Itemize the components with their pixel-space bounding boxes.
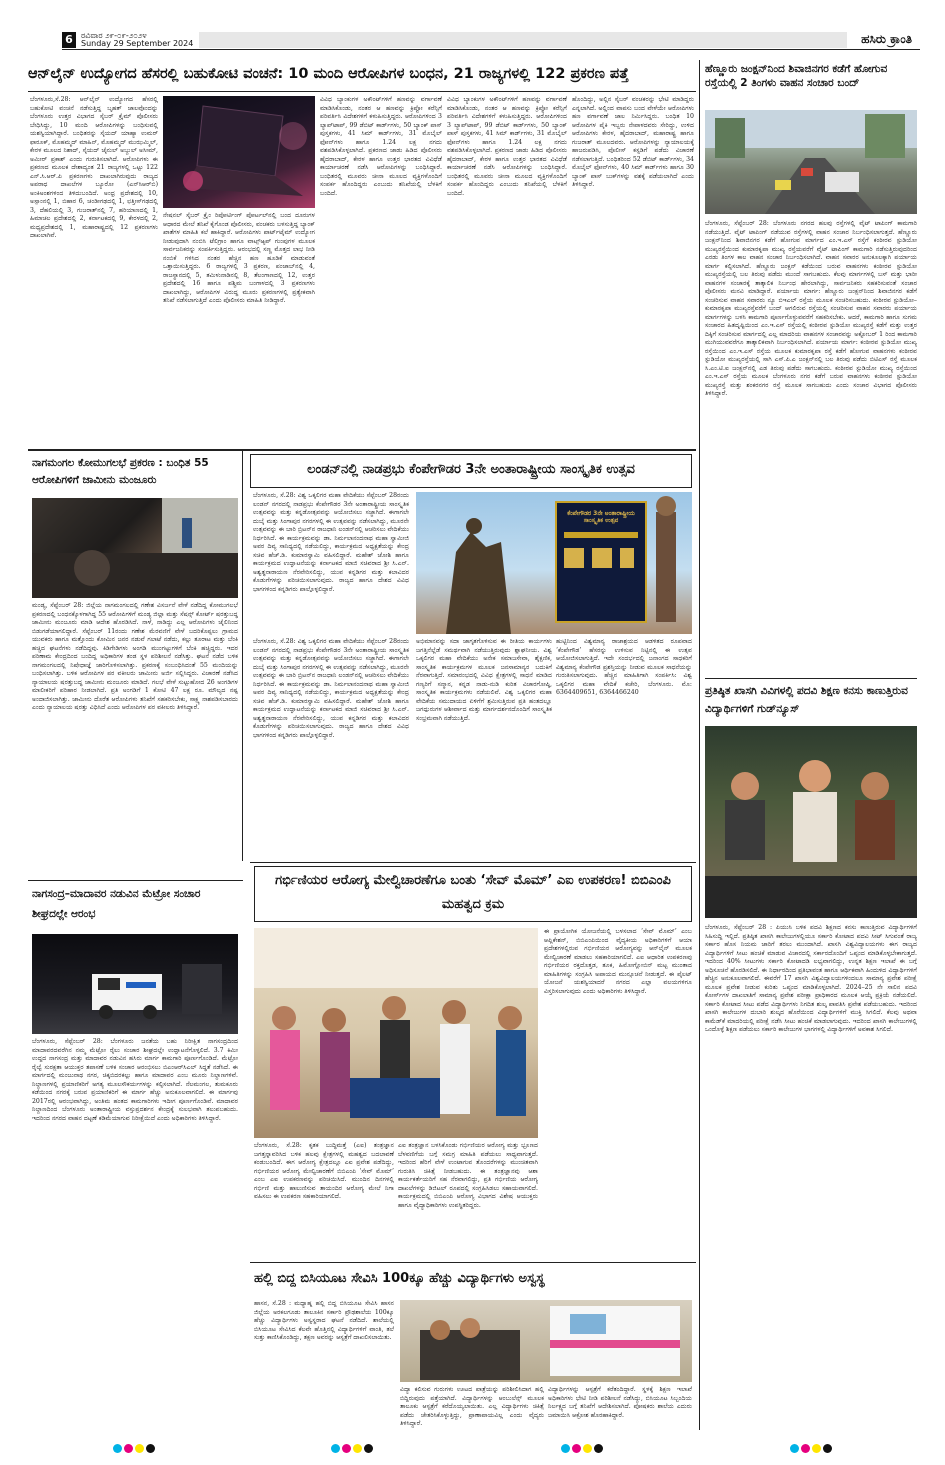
lead-body-col3: ವಿವಿಧ ಬ್ಯಾಂಕುಗಳ ಅಕೌಂಟ್‌ಗಳಿಗೆ ಹಣವನ್ನು ವರ್ಗಾವಣೆ ಮಾಡಿಸಿಕೊಂಡು, ನಂತರ ಆ ಹಣವನ್ನು ಕ್ರಿಪ್ಟೋ ಕರೆನ್ಸಿಗೆ ಪರಿವರ್ತಿಸಿ ವಿದೇಶಗಳಿಗೆ ಕಳುಹಿಸುತ್ತಿದ್ದರು. ಆರೋಪಿಗಳಿಂದ 3 ಲ್ಯಾಪ್‌ಟಾಪ್, 99 ಡೆಬಿಟ್ ಕಾರ್ಡ್‌ಗಳು, 50 ಬ್ಯಾಂಕ್ ಪಾಸ್ ಪುಸ್ತಕಗಳು, 41 ಸಿಮ್ ಕಾರ್ಡ್‌ಗಳು, 31 ಮೊಬೈಲ್ ಫೋನ್‌ಗಳು ಹಾಗೂ 1.24 ಲಕ್ಷ ನಗದು ವಶಪಡಿಸಿಕೊಳ್ಳಲಾಗಿದೆ. ಪ್ರಕರಣದ ಜಾಡು ಹಿಡಿದ ಪೊಲೀಸರು ಹೈದರಾಬಾದ್, ಕೇರಳ ಹಾಗೂ ಉತ್ತರ ಭಾರತದ ವಿವಿಧೆಡೆ ಕಾರ್ಯಾಚರಣೆ ನಡೆಸಿ ಆರೋಪಿಗಳನ್ನು ಬಂಧಿಸಿದ್ದಾರೆ. ಬಂಧಿತರಲ್ಲಿ ಮೂವರು ಚೀನಾ ಮೂಲದ ವ್ಯಕ್ತಿಗಳೊಂದಿಗೆ ಸಂಪರ್ಕ ಹೊಂದಿದ್ದರು ಎಂಬುದು ತನಿಖೆಯಲ್ಲಿ ಬೆಳಕಿಗೆ ಬಂದಿದೆ. (320, 96, 442, 197)
savemom-headline: ಗರ್ಭಿಣಿಯರ ಆರೋಗ್ಯ ಮೇಲ್ವಿಚಾರಣೆಗೂ ಬಂತು ‘ಸೇವ್ ಮೊಮ್’ ಎಐ ಉಪಕರಣ! ಬಿಬಿಎಂಪಿ ಮಹತ್ವದ ಕ್ರಮ (254, 866, 692, 922)
date-english: Sunday 29 September 2024 (81, 38, 194, 48)
masthead-band (199, 32, 847, 48)
burnt-shop-image (32, 498, 238, 598)
metro-body: ಬೆಂಗಳೂರು, ಸೆಪ್ಟೆಂಬರ್ 28: ಬೆಂಗಳೂರು ಜನತೆಯ ಬಹು ನಿರೀಕ್ಷಿತ ನಾಗಸಂದ್ರದಿಂದ ಮಾದಾವರದವರೆಗಿನ ನಮ್ಮ ಮೆಟ್ರೋ ರೈಲು ಸಂಚಾರ ಶೀಘ್ರದಲ್ಲೇ ಉದ್ಘಾಟನೆಗೊಳ್ಳಲಿದೆ. 3.7 ಕಿಮೀ ಉದ್ದದ ನಾಗಸಂದ್ರ ಮತ್ತು ಮಾದಾವರ ನಡುವಿನ ಹಸಿರು ಮಾರ್ಗ ಕಾಮಗಾರಿ ಪೂರ್ಣಗೊಂಡಿದೆ. ಮೆಟ್ರೋ ರೈಲ್ವೆ ಸುರಕ್ಷತಾ ಆಯುಕ್ತರ ತಪಾಸಣೆ ಬಳಿಕ ಸಂಚಾರ ಆರಂಭಿಸಲು ಬಿಎಂಆರ್‌ಸಿಎಲ್ ಸಿದ್ಧತೆ ನಡೆಸಿದೆ. ಈ ಮಾರ್ಗದಲ್ಲಿ ಮಂಜುನಾಥ ನಗರ, ಚಿಕ್ಕಬಿದರಕಲ್ಲು ಹಾಗೂ ಮಾದಾವರ ಎಂಬ ಮೂರು ನಿಲ್ದಾಣಗಳಿವೆ. ನಿಲ್ದಾಣಗಳಲ್ಲಿ ಪ್ರಯಾಣಿಕರಿಗೆ ಅಗತ್ಯ ಮೂಲಸೌಕರ್ಯಗಳನ್ನು ಕಲ್ಪಿಸಲಾಗಿದೆ. ನೆಲಮಂಗಲ, ತುಮಕೂರು ಕಡೆಯಿಂದ ನಗರಕ್ಕೆ ಬರುವ ಪ್ರಯಾಣಿಕರಿಗೆ ಈ ಮಾರ್ಗ ಹೆಚ್ಚು ಅನುಕೂಲವಾಗಲಿದೆ. ಈ ಮಾರ್ಗವು 2017ರಲ್ಲಿ ಆರಂಭವಾಗಿದ್ದು, ಅಂತಿಮ ಹಂತದ ಕಾಮಗಾರಿಗಳು ಇದೀಗ ಪೂರ್ಣಗೊಂಡಿವೆ. ಮಾದಾವರ ನಿಲ್ದಾಣದಿಂದ ಬೆಂಗಳೂರು ಅಂತಾರಾಷ್ಟ್ರೀಯ ವಸ್ತುಪ್ರದರ್ಶನ ಕೇಂದ್ರಕ್ಕೆ ಸುಲಭವಾಗಿ ತಲುಪಬಹುದು. ಇದರಿಂದ ನಗರದ ವಾಹನ ದಟ್ಟಣೆ ಕಡಿಮೆಯಾಗುವ ನಿರೀಕ್ಷೆಯಿದೆ ಎಂದು ಅಧಿಕಾರಿಗಳು ತಿಳಿಸಿದ್ದಾರೆ. (32, 1038, 238, 1122)
divider (28, 91, 696, 92)
lead-body-col1: ಬೆಂಗಳೂರು,ಸೆ.28: ಆನ್‌ಲೈನ್ ಉದ್ಯೋಗದ ಹೆಸರಲ್ಲಿ ಬಹುಕೋಟಿ ವಂಚನೆ ನಡೆಸುತ್ತಿದ್ದ ಬೃಹತ್ ಜಾಲವೊಂದನ್ನು ಬೆಂಗಳೂರು ಉತ್ತರ ವಿಭಾಗದ ಸೈಬರ್ ಕ್ರೈಮ್ ಪೊಲೀಸರು ಬೇಧಿಸಿದ್ದು, 10 ಮಂದಿ ಆರೋಪಿಗಳನ್ನು ಬಂಧಿಸುವಲ್ಲಿ ಯಶಸ್ವಿಯಾಗಿದ್ದಾರೆ. ಬಂಧಿತರನ್ನು ಸೈಯದ್ ಯಾಹ್ಯಾ ಉಮರ್ ಫಾರೂಕ್, ಮೊಹಮ್ಮದ್ ಮಾಹಿನ್, ಮೊಹಮ್ಮದ್ ಮುಝಮ್ಮಿಲ್, ಕೇರಳ ಮೂಲದ ನಿಶಾದ್, ಸೈಯದ್ ಜೈನುಲ್ ಅಬ್ದುಲ್ ಅಸೀಮ್, ಅಮೀರ್ ಪ್ರಕಾಶ್ ಎಂದು ಗುರುತಿಸಲಾಗಿದೆ. ಆರೋಪಿಗಳು ಈ ಪ್ರಕರಣದ ಮೂಲಕ ದೇಶಾದ್ಯಂತ 21 ರಾಜ್ಯಗಳಲ್ಲಿ ಒಟ್ಟು 122 ಎನ್.ಸಿ.ಆರ್.ಪಿ ಪ್ರಕರಣಗಳು ದಾಖಲಾಗಿರುವುದು ರಾಜ್ಯದ ಅಪರಾಧ ದಾಖಲೆಗಳ ಬ್ಯೂರೋ (ಎನ್‌ಸಿಆರ್‌ಬಿ) ಅಂಕಿಅಂಶಗಳಿಂದ ತಿಳಿದುಬಂದಿದೆ. ಅಂಧ್ರ ಪ್ರದೇಶದಲ್ಲಿ 10, ಅಸ್ಸಾಂನಲ್ಲಿ 1, ಬಿಹಾರ 6, ಚಂಡೀಗಢದಲ್ಲಿ 1, ಛತ್ತೀಸ್‌ಗಢದಲ್ಲಿ 3, ದೆಹಲಿಯಲ್ಲಿ 3, ಗುಜರಾತ್‌ನಲ್ಲಿ 7, ಹರಿಯಾಣದಲ್ಲಿ 1, ಹಿಮಾಚಲ ಪ್ರದೇಶದಲ್ಲಿ 2, ಕರ್ನಾಟಕದಲ್ಲಿ 9, ಕೇರಳದಲ್ಲಿ 2, ಮಧ್ಯಪ್ರದೇಶದಲ್ಲಿ 1, ಮಹಾರಾಷ್ಟ್ರದಲ್ಲಿ 12 ಪ್ರಕರಣಗಳು ದಾಖಲಾಗಿವೆ. (30, 96, 158, 239)
ambulance-image (400, 1300, 692, 1382)
save-mom-launch-image (254, 928, 538, 1138)
police-vehicle-image (32, 934, 238, 1034)
registration-marks (331, 1444, 373, 1453)
students-image (705, 726, 917, 918)
london-body-col2: ಬೆಂಗಳೂರು, ಸೆ.28: ವಿಶ್ವ ಒಕ್ಕಲಿಗರ ಮಹಾ ವೇದಿಕೆಯು ಸೆಪ್ಟೆಂಬರ್ 28ರಂದು ಲಂಡನ್ ನಗರದಲ್ಲಿ ನಾಡಪ್ರಭು ಕೆಂಪೇಗೌಡರ 3ನೇ ಅಂತಾರಾಷ್ಟ್ರೀಯ ಸಾಂಸ್ಕೃತಿಕ ಉತ್ಸವವನ್ನು ಮತ್ತು ಕನ್ನಡೋತ್ಸವವನ್ನು ಆಯೋಜಿಸಲು ಸಜ್ಜಾಗಿದೆ. ಈಗಾಗಲೇ ದುಬೈ ಮತ್ತು ಸಿಂಗಾಪುರ ನಗರಗಳಲ್ಲಿ ಈ ಉತ್ಸವವನ್ನು ನಡೆಸಲಾಗಿದ್ದು, ಮೂರನೇ ಉತ್ಸವವನ್ನು ಈ ಬಾರಿ ಬ್ರಿಟನ್‌ನ ರಾಜಧಾನಿ ಲಂಡನ್‌ನಲ್ಲಿ ಆಚರಿಸಲು ವೇದಿಕೆಯು ನಿರ್ಧರಿಸಿದೆ. ಈ ಕಾರ್ಯಕ್ರಮವನ್ನು ಡಾ. ನಿರ್ಮಲಾನಂದನಾಥ ಮಹಾ ಸ್ವಾಮೀಜಿ ಅವರ ದಿವ್ಯ ಸಾನಿಧ್ಯದಲ್ಲಿ ನಡೆಯಲಿದ್ದು, ಕಾರ್ಯಕ್ರಮದ ಅಧ್ಯಕ್ಷತೆಯನ್ನು ಕೇಂದ್ರ ಸಚಿವ ಹೆಚ್.ಡಿ. ಕುಮಾರಸ್ವಾಮಿ ವಹಿಸಲಿದ್ದಾರೆ. ಮಹೇಶ್ ಜೋಶಿ ಹಾಗೂ ಕಾರ್ಯಕ್ರಮದ ಉದ್ಘಾಟನೆಯನ್ನು ಕರ್ನಾಟಕದ ಮಾಜಿ ಸಚಿವರಾದ ಶ್ರೀ ಸಿ.ಎನ್. ಅಶ್ವತ್ಥನಾರಾಯಣ ನೆರವೇರಿಸಲಿದ್ದು, ಯುವ ಕನ್ನಡಿಗರ ಮತ್ತು ಕಲಾವಿದರ ಕೊಡುಗೆಗಳನ್ನು ಪರಿಚಯಿಸಲಾಗುವುದು. ರಾಜ್ಯದ ಹಾಗೂ ದೇಶದ ವಿವಿಧ ಭಾಗಗಳಿಂದ ಕನ್ನಡಿಗರು ಪಾಲ್ಗೊಳ್ಳಲಿದ್ದಾರೆ. (253, 638, 409, 739)
masthead (62, 30, 920, 50)
divider (250, 862, 696, 863)
lead-body-col5: ಹೊಂದಿದ್ದು, ಅಲ್ಲಿನ ಸೈಬರ್ ವಂಚಕರನ್ನು ಭೇಟಿ ಮಾಡಿದ್ದರು ಎನ್ನಲಾಗಿದೆ. ಅಲ್ಲಿಂದ ವಾಪಸು ಬಂದ ವೇಳೆಯೇ ಆರೋಪಿಗಳು ಹಣ ವರ್ಗಾವಣೆ ಜಾಲ ನಿರ್ಮಿಸಿದ್ದರು. ಬಂಧಿತ 10 ಆರೋಪಿಗಳ ಪೈಕಿ ಇಬ್ಬರು ನೇಪಾಳದವರು ಸೇರಿದ್ದು, ಉಳಿದ ಆರೋಪಿಗಳು ಕೇರಳ, ಹೈದರಾಬಾದ್, ಮಹಾರಾಷ್ಟ್ರ ಹಾಗೂ ಗುಜರಾತ್ ಮೂಲದವರು. ಆರೋಪಿಗಳನ್ನು ನ್ಯಾಯಾಲಯಕ್ಕೆ ಹಾಜರುಪಡಿಸಿ, ಪೊಲೀಸ್ ಕಸ್ಟಡಿಗೆ ಪಡೆದು ವಿಚಾರಣೆ ನಡೆಸಲಾಗುತ್ತಿದೆ. ಬಂಧಿತರಿಂದ 52 ಡೆಬಿಟ್ ಕಾರ್ಡ್‌ಗಳು, 34 ಮೊಬೈಲ್ ಫೋನ್‌ಗಳು, 40 ಸಿಮ್ ಕಾರ್ಡ್‌ಗಳು ಹಾಗೂ 30 ಬ್ಯಾಂಕ್ ಪಾಸ್ ಬುಕ್‌ಗಳನ್ನು ವಶಕ್ಕೆ ಪಡೆಯಲಾಗಿದೆ ಎಂದು ತಿಳಿಸಿದ್ದಾರೆ. (572, 96, 694, 188)
hennur-headline: ಹೆಣ್ಣೂರು ಜಂಕ್ಷನ್‌ನಿಂದ ಶಿವಾಜಿನಗರ ಕಡೆಗೆ ಹೋಗುವ ರಸ್ತೆಯಲ್ಲಿ 2 ತಿಂಗಳು ವಾಹನ ಸಂಚಾರ ಬಂದ್ (705, 63, 888, 89)
london-headline: ಲಂಡನ್‌ನಲ್ಲಿ ನಾಡಪ್ರಭು ಕೆಂಪೇಗೌಡರ 3ನೇ ಅಂತಾರಾಷ್ಟ್ರೀಯ ಸಾಂಸ್ಕೃತಿಕ ಉತ್ಸವ (250, 454, 692, 488)
ambulance-photo (400, 1300, 692, 1382)
nagamangala-body: ಮಂಡ್ಯ, ಸೆಪ್ಟೆಂಬರ್ 28: ಜಿಲ್ಲೆಯ ನಾಗಮಂಗಲದಲ್ಲಿ ಗಣೇಶ ವಿಸರ್ಜನೆ ವೇಳೆ ನಡೆದಿದ್ದ ಕೋಮುಗಲಭೆ ಪ್ರಕರಣದಲ್ಲಿ ಬಂಧನಕ್ಕೊಳಗಾಗಿದ್ದ 55 ಆರೋಪಿಗಳಿಗೆ ಮಂಡ್ಯ ಜಿಲ್ಲಾ ಮತ್ತು ಸೆಷನ್ಸ್ ಕೋರ್ಟ್ ಷರತ್ತುಬದ್ಧ ಜಾಮೀನು ಮಂಜೂರು ಮಾಡಿ ಆದೇಶ ಹೊರಡಿಸಿದೆ. ನಾಳೆ, ನಾಡಿದ್ದು ಎಲ್ಲ ಆರೋಪಿಗಳು ಜೈಲಿನಿಂದ ಬಿಡುಗಡೆಯಾಗಲಿದ್ದಾರೆ. ಸೆಪ್ಟೆಂಬರ್ 11ರಂದು ಗಣೇಶ ಮೆರವಣಿಗೆ ವೇಳೆ ಬದರಿಕೊಪ್ಪಲು ಗ್ರಾಮದ ಯುವಕರು ಹಾಗೂ ಮತ್ತೊಂದು ಕೋಮಿನ ಜನರ ನಡುವೆ ಗಲಾಟೆ ನಡೆದು, ಕಲ್ಲು ತೂರಾಟ ಮತ್ತು ಬೆಂಕಿ ಹಚ್ಚಿದ ಘಟನೆಗಳು ನಡೆದಿದ್ದವು. ಕಿಡಿಗೇಡಿಗಳು ಅಂಗಡಿ ಮುಂಗಟ್ಟುಗಳಿಗೆ ಬೆಂಕಿ ಹಚ್ಚಿದ್ದರು. ಇದರ ಪರಿಣಾಮ ಕೇಂದ್ರದಿಂದ ಬಂದಿದ್ದ ಅಧಿಕಾರಿಗಳ ತಂಡ ಸ್ಥಳ ಪರಿಶೀಲನೆ ನಡೆಸಿತ್ತು. ಘಟನೆ ನಡೆದ ಬಳಿಕ ನಾಗಮಂಗಲದಲ್ಲಿ ನಿಷೇಧಾಜ್ಞೆ ಜಾರಿಗೊಳಿಸಲಾಗಿತ್ತು. ಪ್ರಕರಣಕ್ಕೆ ಸಂಬಂಧಿಸಿದಂತೆ 55 ಮಂದಿಯನ್ನು ಬಂಧಿಸಲಾಗಿತ್ತು. ಬಳಿಕ ಆರೋಪಿಗಳ ಪರ ವಕೀಲರು ಜಾಮೀನು ಅರ್ಜಿ ಸಲ್ಲಿಸಿದ್ದರು. ವಿಚಾರಣೆ ನಡೆಸಿದ ನ್ಯಾಯಾಲಯ ಷರತ್ತುಬದ್ಧ ಜಾಮೀನು ಮಂಜೂರು ಮಾಡಿದೆ. ಗಲಭೆ ವೇಳೆ ಸುಟ್ಟುಹೋದ 26 ಅಂಗಡಿಗಳ ಮಾಲೀಕರಿಗೆ ಪರಿಹಾರ ನೀಡಲಾಗಿದೆ. ಪ್ರತಿ ಅಂಗಡಿಗೆ 1 ಕೋಟಿ 47 ಲಕ್ಷ ರೂ. ಮೌಲ್ಯದ ನಷ್ಟ ಅಂದಾಜಿಸಲಾಗಿತ್ತು. ಜಾಮೀನು ದೊರೆತ ಆರೋಪಿಗಳು ತನಿಖೆಗೆ ಸಹಕರಿಸಬೇಕು, ಸಾಕ್ಷ್ಯ ನಾಶಪಡಿಸಬಾರದು ಎಂದು ನ್ಯಾಯಾಲಯ ಷರತ್ತು ವಿಧಿಸಿದೆ ಎಂದು ಆರೋಪಿಗಳ ಪರ ವಕೀಲರು ತಿಳಿಸಿದ್ದಾರೆ. (32, 602, 238, 711)
divider (28, 880, 243, 881)
traffic-photo (705, 110, 917, 214)
lead-body-col4: ವಿವಿಧ ಬ್ಯಾಂಕುಗಳ ಅಕೌಂಟ್‌ಗಳಿಗೆ ಹಣವನ್ನು ವರ್ಗಾವಣೆ ಮಾಡಿಸಿಕೊಂಡು, ನಂತರ ಆ ಹಣವನ್ನು ಕ್ರಿಪ್ಟೋ ಕರೆನ್ಸಿಗೆ ಪರಿವರ್ತಿಸಿ ವಿದೇಶಗಳಿಗೆ ಕಳುಹಿಸುತ್ತಿದ್ದರು. ಆರೋಪಿಗಳಿಂದ 3 ಲ್ಯಾಪ್‌ಟಾಪ್, 99 ಡೆಬಿಟ್ ಕಾರ್ಡ್‌ಗಳು, 50 ಬ್ಯಾಂಕ್ ಪಾಸ್ ಪುಸ್ತಕಗಳು, 41 ಸಿಮ್ ಕಾರ್ಡ್‌ಗಳು, 31 ಮೊಬೈಲ್ ಫೋನ್‌ಗಳು ಹಾಗೂ 1.24 ಲಕ್ಷ ನಗದು ವಶಪಡಿಸಿಕೊಳ್ಳಲಾಗಿದೆ. ಪ್ರಕರಣದ ಜಾಡು ಹಿಡಿದ ಪೊಲೀಸರು ಹೈದರಾಬಾದ್, ಕೇರಳ ಹಾಗೂ ಉತ್ತರ ಭಾರತದ ವಿವಿಧೆಡೆ ಕಾರ್ಯಾಚರಣೆ ನಡೆಸಿ ಆರೋಪಿಗಳನ್ನು ಬಂಧಿಸಿದ್ದಾರೆ. ಬಂಧಿತರಲ್ಲಿ ಮೂವರು ಚೀನಾ ಮೂಲದ ವ್ಯಕ್ತಿಗಳೊಂದಿಗೆ ಸಂಪರ್ಕ ಹೊಂದಿದ್ದರು ಎಂಬುದು ತನಿಖೆಯಲ್ಲಿ ಬೆಳಕಿಗೆ ಬಂದಿದೆ. (447, 96, 567, 197)
lead-body-col2: ನೇಷನಲ್ ಸೈಬರ್ ಕ್ರೈಂ ರಿಪೋರ್ಟಿಂಗ್ ಪೋರ್ಟಲ್‌ನಲ್ಲಿ ಬಂದ ದೂರುಗಳ ಆಧಾರದ ಮೇಲೆ ತನಿಖೆ ಕೈಗೊಂಡ ಪೊಲೀಸರು, ವಂಚಕರು ಬಳಸುತ್ತಿದ್ದ ಬ್ಯಾಂಕ್ ಖಾತೆಗಳ ಮಾಹಿತಿ ಕಲೆ ಹಾಕಿದ್ದಾರೆ. ಆರೋಪಿಗಳು ಪಾರ್ಟ್‌ಟೈಮ್ ಉದ್ಯೋಗ ನೀಡುವುದಾಗಿ ನಂಬಿಸಿ ಟೆಲಿಗ್ರಾಂ ಹಾಗೂ ವಾಟ್ಸ್‌ಆ್ಯಪ್ ಗುಂಪುಗಳ ಮೂಲಕ ಸಾರ್ವಜನಿಕರನ್ನು ಸಂಪರ್ಕಿಸುತ್ತಿದ್ದರು. ಆರಂಭದಲ್ಲಿ ಸಣ್ಣ ಮೊತ್ತದ ಲಾಭ ನೀಡಿ ನಂಬಿಕೆ ಗಳಿಸಿದ ನಂತರ ಹೆಚ್ಚಿನ ಹಣ ಹೂಡಿಕೆ ಮಾಡುವಂತೆ ಒತ್ತಾಯಿಸುತ್ತಿದ್ದರು. 6 ರಾಜ್ಯಗಳಲ್ಲಿ 3 ಪ್ರಕರಣ, ಪಂಜಾಬ್‌ನಲ್ಲಿ 4, ರಾಜಸ್ಥಾನದಲ್ಲಿ 5, ತಮಿಳುನಾಡಿನಲ್ಲಿ 8, ತೆಲಂಗಾಣದಲ್ಲಿ 12, ಉತ್ತರ ಪ್ರದೇಶದಲ್ಲಿ 16 ಹಾಗೂ ಪಶ್ಚಿಮ ಬಂಗಾಳದಲ್ಲಿ 3 ಪ್ರಕರಣಗಳು ದಾಖಲಾಗಿದ್ದು, ಆರೋಪಿಗಳ ವಿರುದ್ಧ ಮೂರು ಪ್ರಕರಣಗಳಲ್ಲಿ ಪ್ರತ್ಯೇಕವಾಗಿ ತನಿಖೆ ನಡೆಸಲಾಗುತ್ತಿದೆ ಎಂದು ಪೊಲೀಸರು ಮಾಹಿತಿ ನೀಡಿದ್ದಾರೆ. (163, 212, 315, 304)
kempegowda-poster (416, 492, 692, 634)
students-photo (705, 726, 917, 918)
date-block (81, 32, 193, 48)
laptop-icon (163, 96, 315, 208)
savemom-body-col1: ಬೆಂಗಳೂರು, ಸೆ.28: ಕೃತಕ ಬುದ್ಧಿಮತ್ತೆ (ಎಐ) ತಂತ್ರಜ್ಞಾನ ಜಗತ್ತನ್ನಾವರಿಸಿದ ಬಳಿಕ ಹಲವು ಕ್ಷೇತ್ರಗಳಲ್ಲಿ ಮಹತ್ವದ ಬದಲಾವಣೆ ಕಂಡುಬಂದಿದೆ. ಈಗ ಆರೋಗ್ಯ ಕ್ಷೇತ್ರದಲ್ಲೂ ಎಐ ಪ್ರವೇಶ ಪಡೆದಿದ್ದು, ಗರ್ಭಿಣಿಯರ ಆರೋಗ್ಯ ಮೇಲ್ವಿಚಾರಣೆಗೆ ಬಿಬಿಎಂಪಿ ‘ಸೇವ್ ಮೊಮ್’ ಎಂಬ ಎಐ ಉಪಕರಣವನ್ನು ಪರಿಚಯಿಸಿದೆ. ಮುಂದಿನ ದಿನಗಳಲ್ಲಿ ಗರ್ಭಿಣಿ ಮತ್ತು ಹಾಲುಣಿಸುವ ತಾಯಂದಿರ ಆರೋಗ್ಯ ಮೇಲೆ ನಿಗಾ ವಹಿಸಲು ಈ ಉಪಕರಣ ಸಹಕಾರಿಯಾಗಲಿದೆ. (254, 1142, 394, 1200)
registration-marks (113, 1444, 155, 1453)
kempegowda-statue-image (416, 492, 692, 634)
savemom-body-col2: ಎಐ ತಂತ್ರಜ್ಞಾನ ಬಳಸಿಕೊಂಡು ಗರ್ಭಿಣಿಯರ ಆರೋಗ್ಯ ಮತ್ತು ಭ್ರೂಣದ ಬೆಳವಣಿಗೆಯ ಬಗ್ಗೆ ಸಮಗ್ರ ಮಾಹಿತಿ ಪಡೆಯಲು ಸಾಧ್ಯವಾಗುತ್ತದೆ. ಇದರಿಂದ ಹೆರಿಗೆ ವೇಳೆ ಉಂಟಾಗುವ ತೊಂದರೆಗಳನ್ನು ಮುಂಚಿತವಾಗಿ ಗುರುತಿಸಿ ಚಿಕಿತ್ಸೆ ನೀಡಬಹುದು. ಈ ತಂತ್ರಜ್ಞಾನವು ಆಶಾ ಕಾರ್ಯಕರ್ತೆಯರಿಗೆ ಸಹ ನೆರವಾಗಲಿದ್ದು, ಪ್ರತಿ ಗರ್ಭಿಣಿಯ ಆರೋಗ್ಯ ದಾಖಲೆಗಳನ್ನು ಡಿಜಿಟಲ್ ರೂಪದಲ್ಲಿ ಸಂಗ್ರಹಿಸಿಡಲು ಸಹಾಯವಾಗಲಿದೆ. ಕಾರ್ಯಕ್ರಮದಲ್ಲಿ ಬಿಬಿಎಂಪಿ ಆರೋಗ್ಯ ವಿಭಾಗದ ವಿಶೇಷ ಆಯುಕ್ತರು ಹಾಗೂ ವೈದ್ಯಾಧಿಕಾರಿಗಳು ಉಪಸ್ಥಿತರಿದ್ದರು. (398, 1142, 538, 1209)
bisiyoota-body-col1: ಹಾಸನ, ಸೆ.28 : ಮಧ್ಯಾಹ್ನ ಹಲ್ಲಿ ಬಿದ್ದ ಬಿಸಿಯೂಟ ಸೇವಿಸಿ ಹಾಸನ ಜಿಲ್ಲೆಯ ಅರಕಲಗೂಡು ತಾಲೂಕಿನ ಸರ್ಕಾರಿ ಪ್ರೌಢಶಾಲೆಯ 100ಕ್ಕೂ ಹೆಚ್ಚು ವಿದ್ಯಾರ್ಥಿಗಳು ಅಸ್ವಸ್ಥರಾದ ಘಟನೆ ನಡೆದಿದೆ. ಶಾಲೆಯಲ್ಲಿ ಬಿಸಿಯೂಟ ಸೇವಿಸಿದ ಕೆಲವೇ ಹೊತ್ತಿನಲ್ಲಿ ವಿದ್ಯಾರ್ಥಿಗಳಿಗೆ ವಾಂತಿ, ತಲೆ ಸುತ್ತು ಕಾಣಿಸಿಕೊಂಡಿದ್ದು, ತಕ್ಷಣ ಅವರನ್ನು ಆಸ್ಪತ್ರೆಗೆ ದಾಖಲಿಸಲಾಯಿತು. (254, 1300, 394, 1341)
nagamangala-headline: ನಾಗಮಂಗಲ ಕೋಮುಗಲಭೆ ಪ್ರಕರಣ : ಬಂಧಿತ 55 ಆರೋಪಿಗಳಿಗೆ ಜಾಮೀನು ಮಂಜೂರು (32, 457, 209, 486)
bisiyoota-headline: ಹಲ್ಲಿ ಬಿದ್ದ ಬಿಸಿಯೂಟ ಸೇವಿಸಿ 100ಕ್ಕೂ ಹೆಚ್ಚು ವಿದ್ಯಾರ್ಥಿಗಳು ಅಸ್ವಸ್ಥ (254, 1271, 545, 1286)
cyber-crime-photo (163, 96, 315, 208)
section-name: ಹಸಿರು ಕ್ರಾಂತಿ (861, 32, 912, 46)
lead-headline: ಆನ್‌ಲೈನ್ ಉದ್ಯೋಗದ ಹೆಸರಲ್ಲಿ ಬಹುಕೋಟಿ ವಂಚನೆ: 10 ಮಂದಿ ಆರೋಪಿಗಳ ಬಂಧನ, 21 ರಾಜ್ಯಗಳಲ್ಲಿ 122 ಪ್ರಕರಣ ಪತ್ತೆ (28, 66, 629, 82)
divider (250, 1262, 696, 1263)
column-divider (242, 451, 243, 861)
savemom-body-col3: ಈ ಪ್ರಾಯೋಗಿಕ ಯೋಜನೆಯಲ್ಲಿ ಬಳಸಲಾದ ‘ಸೇವ್ ಮೊಮ್’ ಎಂಬ ಆಪ್ಲಿಕೇಶನ್, ಬಿಬಿಎಂಪಿಯಿಂದ ವೈದ್ಯಕೀಯ ಅಧಿಕಾರಿಗಳಿಗೆ ಆಯಾ ಪ್ರದೇಶಗಳಲ್ಲಿರುವ ಗರ್ಭಿಣಿಯರ ಆರೋಗ್ಯವನ್ನು ಆನ್‌ಲೈನ್ ಮೂಲಕ ಮೇಲ್ವಿಚಾರಣೆ ಮಾಡಲು ಸಹಕಾರಿಯಾಗಲಿದೆ. ಎಐ ಆಧಾರಿತ ಉಪಕರಣವು ಗರ್ಭಿಣಿಯರ ರಕ್ತದೊತ್ತಡ, ತೂಕ, ಹಿಮೋಗ್ಲೋಬಿನ್ ಮಟ್ಟ ಮುಂತಾದ ಮಾಹಿತಿಗಳನ್ನು ಸಂಗ್ರಹಿಸಿ ಅಪಾಯದ ಮುನ್ಸೂಚನೆ ನೀಡುತ್ತದೆ. ಈ ಪೈಲಟ್ ಯೋಜನೆ ಯಶಸ್ವಿಯಾದರೆ ನಗರದ ಎಲ್ಲಾ ವಲಯಗಳಿಗೂ ವಿಸ್ತರಿಸಲಾಗುವುದು ಎಂದು ಅಧಿಕಾರಿಗಳು ತಿಳಿಸಿದ್ದಾರೆ. (544, 928, 692, 995)
date-kannada: ರವಿವಾರ ೨೯-೦೯-೨೦೨೪ (81, 30, 147, 40)
bisiyoota-body-col3: ವಿದ್ಯಾರ್ಥಿಗಳನ್ನು ಆಸ್ಪತ್ರೆಗೆ ಕರೆತಂದಿದ್ದಾರೆ. ಸ್ಥಳಕ್ಕೆ ಶಿಕ್ಷಣ ಇಲಾಖೆ ಅಧಿಕಾರಿಗಳು ಭೇಟಿ ನೀಡಿ ಪರಿಶೀಲನೆ ನಡೆಸಿದ್ದು, ಬಿಸಿಯೂಟ ಸಿಬ್ಬಂದಿಯ ನಿರ್ಲಕ್ಷ್ಯದ ಬಗ್ಗೆ ತನಿಖೆಗೆ ಆದೇಶಿಸಲಾಗಿದೆ. ಪೋಷಕರು ಶಾಲೆಯ ಎದುರು ಜಮಾಯಿಸಿ ಆಕ್ರೋಶ ಹೊರಹಾಕಿದ್ದಾರೆ. (548, 1386, 692, 1419)
pratishtita-headline: ಪ್ರತಿಷ್ಠಿತ ಖಾಸಗಿ ವಿವಿಗಳಲ್ಲಿ ಪದವಿ ಶಿಕ್ಷಣ ಕನಸು ಕಾಣುತ್ತಿರುವ ವಿದ್ಯಾರ್ಥಿಗಳಿಗೆ ಗುಡ್‌ನ್ಯೂಸ್ (705, 685, 908, 715)
metro-headline: ನಾಗಸಂದ್ರ–ಮಾದಾವರ ನಡುವಿನ ಮೆಟ್ರೋ ಸಂಚಾರ ಶೀಘ್ರದಲ್ಲೇ ಆರಂಭ (32, 888, 201, 920)
poster-title: ಕೆಂಪೇಗೌಡರ 3ನೇ ಅಂತಾರಾಷ್ಟ್ರೀಯ ಸಾಂಸ್ಕೃತಿಕ ಉತ್ಸವ (567, 510, 635, 524)
page-number: 6 (62, 32, 76, 48)
bisiyoota-body-col2: ವಿದ್ಯಾ ಕಲಿಸುವ ಗುರುಗಳು ಊಟದ ಪಾತ್ರೆಯನ್ನು ಪರಿಶೀಲಿಸಿದಾಗ ಹಲ್ಲಿ ಬಿದ್ದಿರುವುದು ಪತ್ತೆಯಾಗಿದೆ. ವಿದ್ಯಾರ್ಥಿಗಳನ್ನು ಆಂಬುಲೆನ್ಸ್ ಮೂಲಕ ತಾಲೂಕು ಆಸ್ಪತ್ರೆಗೆ ಕರೆದೊಯ್ಯಲಾಯಿತು. ಎಲ್ಲ ವಿದ್ಯಾರ್ಥಿಗಳು ಚಿಕಿತ್ಸೆ ಪಡೆದು ಚೇತರಿಸಿಕೊಳ್ಳುತ್ತಿದ್ದು, ಪ್ರಾಣಾಪಾಯವಿಲ್ಲ ಎಂದು ವೈದ್ಯರು ತಿಳಿಸಿದ್ದಾರೆ. (400, 1386, 544, 1427)
divider (705, 678, 917, 679)
registration-marks (561, 1444, 603, 1453)
registration-marks (790, 1444, 832, 1453)
road-traffic-image (705, 110, 917, 214)
hennur-body: ಬೆಂಗಳೂರು, ಸೆಪ್ಟೆಂಬರ್ 28: ಬೆಂಗಳೂರು ನಗರದ ಹಲವು ರಸ್ತೆಗಳಲ್ಲಿ ವೈಟ್ ಟಾಪಿಂಗ್ ಕಾಮಗಾರಿ ನಡೆಯುತ್ತಿದೆ. ವೈಟ್ ಟಾಪಿಂಗ್ ನಡೆಯುವ ರಸ್ತೆಗಳಲ್ಲಿ ವಾಹನ ಸಂಚಾರ ನಿರ್ಬಂಧಿಸಲಾಗುತ್ತದೆ. ಹೆಣ್ಣೂರು ಜಂಕ್ಷನ್‌ನಿಂದ ಶಿವಾಜಿನಗರ ಕಡೆಗೆ ಹೋಗುವ ಮಾರ್ಗದ ಎಂ.ಇ.ಎಸ್ ರಸ್ತೆಗೆ ಕಂಠೀರವ ಸ್ಟುಡಿಯೋ ಮುಖ್ಯರಸ್ತೆಯಿಂದ ಕುಮಾರಕೃಪಾ ಮುಖ್ಯ ರಸ್ತೆಯವರೆಗೆ ವೈಟ್ ಟಾಪಿಂಗ್ ಕಾಮಗಾರಿ ನಡೆಸುತ್ತಿರುವುದರಿಂದ ಎರಡು ತಿಂಗಳ ಕಾಲ ವಾಹನ ಸಂಚಾರ ನಿರ್ಬಂಧಿಸಲಾಗಿದೆ. ವಾಹನ ಸವಾರರ ಅನುಕೂಲಕ್ಕಾಗಿ ಪರ್ಯಾಯ ಮಾರ್ಗ ಕಲ್ಪಿಸಲಾಗಿದೆ. ಹೆಣ್ಣೂರು ಜಂಕ್ಷನ್ ಕಡೆಯಿಂದ ಬರುವ ವಾಹನಗಳು ಕಂಠೀರವ ಸ್ಟುಡಿಯೋ ಮುಖ್ಯರಸ್ತೆಯಲ್ಲಿ ಬಲ ತಿರುವು ಪಡೆದು ಮುಂದೆ ಸಾಗಬಹುದು. ಕೆಲವು ಮಾರ್ಗಗಳಲ್ಲಿ ಬಸ್ ಮತ್ತು ಭಾರೀ ವಾಹನಗಳ ಸಂಚಾರಕ್ಕೆ ತಾತ್ಕಾಲಿಕ ನಿರ್ಬಂಧ ಹೇರಲಾಗಿದ್ದು, ಸಾರ್ವಜನಿಕರು ಸಹಕರಿಸುವಂತೆ ಸಂಚಾರ ಪೊಲೀಸರು ಮನವಿ ಮಾಡಿದ್ದಾರೆ. ಪರ್ಯಾಯ ಮಾರ್ಗ: ಹೆಣ್ಣೂರು ಜಂಕ್ಷನ್‌ನಿಂದ ಶಿವಾಜಿನಗರ ಕಡೆಗೆ ಸಂಚರಿಸುವ ವಾಹನ ಸವಾರರು ನ್ಯೂ ಬಿಇಎಲ್ ರಸ್ತೆಯ ಮೂಲಕ ಸಂಚರಿಸಬಹುದು. ಕಂಠೀರವ ಸ್ಟುಡಿಯೋ–ಕುಮಾರಕೃಪಾ ಮುಖ್ಯರಸ್ತೆವರೆಗೆ ಬಂದ್ ಆಗಲಿರುವ ರಸ್ತೆಯಲ್ಲಿ ಸಂಚರಿಸುವ ವಾಹನ ಸವಾರರು ಪರ್ಯಾಯ ಮಾರ್ಗಗಳನ್ನು ಬಳಸಿ ಕಾಮಗಾರಿ ಪೂರ್ಣಗೊಳ್ಳುವವರೆಗೆ ಸಹಕರಿಸಬೇಕು. ಆದರೆ, ಕಾಮಗಾರಿ ಹಾಗೂ ಸುಗಮ ಸಂಚಾರದ ಹಿತದೃಷ್ಟಿಯಿಂದ ಎಂ.ಇ.ಎಸ್ ರಸ್ತೆಯಲ್ಲಿ ಕಂಠೀರವ ಸ್ಟುಡಿಯೋ ಮುಖ್ಯರಸ್ತೆ ಕಡೆಗೆ ಮತ್ತು ಉತ್ತರ ದಿಕ್ಕಿಗೆ ಸಂಚರಿಸುವ ಮಾರ್ಗದಲ್ಲಿ ಎಲ್ಲ ಮಾದರಿಯ ವಾಹನಗಳ ಸಂಚಾರವನ್ನು ಅಕ್ಟೋಬರ್ 1 ರಿಂದ ಕಾಮಗಾರಿ ಮುಗಿಯುವವರೆಗೂ ತಾತ್ಕಾಲಿಕವಾಗಿ ನಿರ್ಬಂಧಿಸಲಾಗಿದೆ. ಪರ್ಯಾಯ ಮಾರ್ಗ: ಕಂಠೀರವ ಸ್ಟುಡಿಯೋ ಮುಖ್ಯ ರಸ್ತೆಯಿಂದ ಎಂ.ಇ.ಎಸ್ ರಸ್ತೆಯ ಮೂಲಕ ಕುಮಾರಕೃಪಾ ರಸ್ತೆ ಕಡೆಗೆ ಹೋಗುವ ವಾಹನಗಳು ಕಂಠೀರವ ಸ್ಟುಡಿಯೋ ಮುಖ್ಯರಸ್ತೆಯಲ್ಲಿ ಸಾಗಿ ಎಸ್.ಪಿ.ಎ ಜಂಕ್ಷನ್‌ನಲ್ಲಿ ಬಲ ತಿರುವು ಪಡೆದು ಬಿಟಿಎಸ್ ರಸ್ತೆ ಮೂಲಕ ಸಿ.ಎಂ.ಟಿ.ಐ ಜಂಕ್ಷನ್‌ನಲ್ಲಿ ಎಡ ತಿರುವು ಪಡೆದು ಸಾಗಬಹುದು. ಕಂಠೀರವ ಸ್ಟುಡಿಯೋ ಮುಖ್ಯ ರಸ್ತೆಯಿಂದ ಎಂ.ಇ.ಎಸ್ ರಸ್ತೆಯ ಮೂಲಕ ಬೆಂಗಳೂರು ನಗರ ಕಡೆಗೆ ಬರುವ ವಾಹನಗಳು ಕಂಠೀರವ ಸ್ಟುಡಿಯೋ ಮುಖ್ಯರಸ್ತೆ ಮತ್ತು ಶಂಕರನಗರ ರಸ್ತೆ ಮೂಲಕ ಸಾಗಬಹುದು ಎಂದು ಸಂಚಾರ ವಿಭಾಗದ ಪೊಲೀಸರು ತಿಳಿಸಿದ್ದಾರೆ. (705, 220, 917, 397)
column-divider (699, 60, 700, 1430)
divider (28, 449, 696, 451)
london-body-col3: ಅಭಿಮಾನವನ್ನು ಸದಾ ಜಾಗೃತಗೊಳಿಸುವ ಈ ರೀತಿಯ ಕಾರ್ಯಗಳು ಜಗತ್ತಿನೆಲ್ಲೆಡೆ ಸಮರ್ಥವಾಗಿ ನಡೆಯುತ್ತಿರುವುದು ಶ್ಲಾಘನೀಯ. ವಿಶ್ವ ಒಕ್ಕಲಿಗರ ಮಹಾ ವೇದಿಕೆಯು ಅನೇಕ ಸಮಾಜಸೇವಾ, ಶೈಕ್ಷಣಿಕ, ಸಾಂಸ್ಕೃತಿಕ ಕಾರ್ಯಕ್ರಮಗಳ ಮೂಲಕ ಜನಸಾಮಾನ್ಯರ ಬದುಕಿಗೆ ನೆರವಾಗುತ್ತಿದೆ. ಸಮಾರಂಭದಲ್ಲಿ ವಿವಿಧ ಕ್ಷೇತ್ರಗಳಲ್ಲಿ ಸಾಧನೆ ಮಾಡಿದ ಗಣ್ಯರಿಗೆ ಸನ್ಮಾನ, ಕನ್ನಡ ನಾಡು-ನುಡಿ ಕುರಿತ ವಿಚಾರಗೋಷ್ಠಿ, ಸಾಂಸ್ಕೃತಿಕ ಕಾರ್ಯಕ್ರಮಗಳು ನಡೆಯಲಿವೆ. ವಿಶ್ವ ಒಕ್ಕಲಿಗರ ಮಹಾ ವೇದಿಕೆಯ ಸಮುದಾಯದ ಏಳಿಗೆಗೆ ಶ್ರಮಿಸುತ್ತಿರುವ ಪ್ರತಿ ಹಂತದಲ್ಲೂ ಜಗದ್ಗುರುಗಳ ಆಶೀರ್ವಾದ ಮತ್ತು ಮಾರ್ಗದರ್ಶನದೊಂದಿಗೆ ಸಾಂಸ್ಕೃತಿಕ ಸಂಭ್ರಮವಾಗಿ ನಡೆಯುತ್ತಿದೆ. (416, 638, 552, 722)
riot-aftermath-photo (32, 498, 238, 598)
london-body-col1: ಬೆಂಗಳೂರು, ಸೆ.28: ವಿಶ್ವ ಒಕ್ಕಲಿಗರ ಮಹಾ ವೇದಿಕೆಯು ಸೆಪ್ಟೆಂಬರ್ 28ರಂದು ಲಂಡನ್ ನಗರದಲ್ಲಿ ನಾಡಪ್ರಭು ಕೆಂಪೇಗೌಡರ 3ನೇ ಅಂತಾರಾಷ್ಟ್ರೀಯ ಸಾಂಸ್ಕೃತಿಕ ಉತ್ಸವವನ್ನು ಮತ್ತು ಕನ್ನಡೋತ್ಸವವನ್ನು ಆಯೋಜಿಸಲು ಸಜ್ಜಾಗಿದೆ. ಈಗಾಗಲೇ ದುಬೈ ಮತ್ತು ಸಿಂಗಾಪುರ ನಗರಗಳಲ್ಲಿ ಈ ಉತ್ಸವವನ್ನು ನಡೆಸಲಾಗಿದ್ದು, ಮೂರನೇ ಉತ್ಸವವನ್ನು ಈ ಬಾರಿ ಬ್ರಿಟನ್‌ನ ರಾಜಧಾನಿ ಲಂಡನ್‌ನಲ್ಲಿ ಆಚರಿಸಲು ವೇದಿಕೆಯು ನಿರ್ಧರಿಸಿದೆ. ಈ ಕಾರ್ಯಕ್ರಮವನ್ನು ಡಾ. ನಿರ್ಮಲಾನಂದನಾಥ ಮಹಾ ಸ್ವಾಮೀಜಿ ಅವರ ದಿವ್ಯ ಸಾನಿಧ್ಯದಲ್ಲಿ ನಡೆಯಲಿದ್ದು, ಕಾರ್ಯಕ್ರಮದ ಅಧ್ಯಕ್ಷತೆಯನ್ನು ಕೇಂದ್ರ ಸಚಿವ ಹೆಚ್.ಡಿ. ಕುಮಾರಸ್ವಾಮಿ ವಹಿಸಲಿದ್ದಾರೆ. ಮಹೇಶ್ ಜೋಶಿ ಹಾಗೂ ಕಾರ್ಯಕ್ರಮದ ಉದ್ಘಾಟನೆಯನ್ನು ಕರ್ನಾಟಕದ ಮಾಜಿ ಸಚಿವರಾದ ಶ್ರೀ ಸಿ.ಎನ್. ಅಶ್ವತ್ಥನಾರಾಯಣ ನೆರವೇರಿಸಲಿದ್ದು, ಯುವ ಕನ್ನಡಿಗರ ಮತ್ತು ಕಲಾವಿದರ ಕೊಡುಗೆಗಳನ್ನು ಪರಿಚಯಿಸಲಾಗುವುದು. ರಾಜ್ಯದ ಹಾಗೂ ದೇಶದ ವಿವಿಧ ಭಾಗಗಳಿಂದ ಕನ್ನಡಿಗರು ಪಾಲ್ಗೊಳ್ಳಲಿದ್ದಾರೆ. (253, 492, 409, 593)
savemom-launch-photo (254, 928, 538, 1138)
pratishtita-body: ಬೆಂಗಳೂರು, ಸೆಪ್ಟೆಂಬರ್ 28 : ಪಿಯುಸಿ ಬಳಿಕ ಪದವಿ ಶಿಕ್ಷಣದ ಕನಸು ಕಾಣುತ್ತಿರುವ ವಿದ್ಯಾರ್ಥಿಗಳಿಗೆ ಸಿಹಿಸುದ್ದಿ ಇಲ್ಲಿದೆ. ಪ್ರತಿಷ್ಠಿತ ಖಾಸಗಿ ಕಾಲೇಜುಗಳಲ್ಲಿಯೂ ಸರ್ಕಾರಿ ಕೋಟಾದ ಪದವಿ ಸೀಟ್ ಸಿಗುವಂತೆ ರಾಜ್ಯ ಸರ್ಕಾರ ಹೊಸ ನಿಯಮ ಜಾರಿಗೆ ತರಲು ಮುಂದಾಗಿದೆ. ಖಾಸಗಿ ವಿಶ್ವವಿದ್ಯಾಲಯಗಳು ಈಗ ರಾಜ್ಯದ ವಿದ್ಯಾರ್ಥಿಗಳಿಗೆ ಸೀಟು ಹಂಚಿಕೆ ಮಾಡುವ ವಿಚಾರದಲ್ಲಿ ಸರ್ಕಾರದೊಂದಿಗೆ ಒಪ್ಪಂದ ಮಾಡಿಕೊಳ್ಳಬೇಕಾಗುತ್ತದೆ. ಇದರಿಂದ 40% ಸೀಟುಗಳು ಸರ್ಕಾರಿ ಕೋಟಾದಡಿ ಲಭ್ಯವಾಗಲಿದ್ದು, ಉನ್ನತ ಶಿಕ್ಷಣ ಇಲಾಖೆ ಈ ಬಗ್ಗೆ ಅಧಿಸೂಚನೆ ಹೊರಡಿಸಲಿದೆ. ಈ ನಿರ್ಧಾರದಿಂದ ಪ್ರತಿಭಾವಂತ ಹಾಗೂ ಆರ್ಥಿಕವಾಗಿ ಹಿಂದುಳಿದ ವಿದ್ಯಾರ್ಥಿಗಳಿಗೆ ಹೆಚ್ಚಿನ ಅನುಕೂಲವಾಗಲಿದೆ. ಈವರೆಗೆ 17 ಖಾಸಗಿ ವಿಶ್ವವಿದ್ಯಾಲಯಗಳಿಂದಲೂ ಸಾಮಾನ್ಯ ಪ್ರವೇಶ ಪರೀಕ್ಷೆ ಮೂಲಕ ಪ್ರವೇಶ ನೀಡುವ ಕುರಿತು ಒಪ್ಪಂದ ಮಾಡಿಕೊಳ್ಳಲಾಗಿದೆ. 2024–25 ನೇ ಸಾಲಿನ ಪದವಿ ಕೋರ್ಸ್‌ಗಳ ದಾಖಲಾತಿಗೆ ಸಾಮಾನ್ಯ ಪ್ರವೇಶ ಪರೀಕ್ಷಾ ಪ್ರಾಧಿಕಾರದ ಮೂಲಕ ಆಯ್ಕೆ ಪ್ರಕ್ರಿಯೆ ನಡೆಯಲಿದೆ. ಸರ್ಕಾರಿ ಕೋಟಾದ ಸೀಟು ಪಡೆದ ವಿದ್ಯಾರ್ಥಿಗಳು ನಿಗದಿತ ಶುಲ್ಕ ಪಾವತಿಸಿ ಪ್ರವೇಶ ಪಡೆಯಬಹುದು. ಇದರಿಂದ ಖಾಸಗಿ ಕಾಲೇಜುಗಳ ದುಬಾರಿ ಶುಲ್ಕದ ಹೊರೆಯಿಂದ ವಿದ್ಯಾರ್ಥಿಗಳಿಗೆ ಮುಕ್ತಿ ಸಿಗಲಿದೆ. ಕೆಲವು ಅಥವಾ ಕಾಮೆಡ್‌ಕೆ ಮಾದರಿಯಲ್ಲಿ ಪರೀಕ್ಷೆ ನಡೆಸಿ ಸೀಟು ಹಂಚಿಕೆ ಮಾಡಲಾಗುವುದು. ಇದರಿಂದ ಖಾಸಗಿ ಕಾಲೇಜುಗಳಲ್ಲಿ ಒಂದೊಳ್ಳೆ ಶಿಕ್ಷಣ ಪಡೆಯಲು ಸರ್ಕಾರಿ ಕಾಲೇಜುಗಳ ಭಾಗಗಳಲ್ಲಿ ವಿದ್ಯಾರ್ಥಿಗಳಿಗೆ ಅವಕಾಶ ಸಿಗಲಿದೆ. (705, 924, 917, 1033)
london-body-col4: ಹುಟ್ಟಿನಿಂದ ವಿಶ್ವಮಾನ್ಯ ರಾಜಾಶ್ರಯದ ಆಡಳಿತದ ರೂಪವಾದ ‘ಕೆಂಪೇಗೌಡ’ ಹೆಸರನ್ನು ಉಳಿಸುವ ನಿಟ್ಟಿನಲ್ಲಿ ಈ ಉತ್ಸವ ಆಯೋಜಿಸಲಾಗುತ್ತಿದೆ. ಇದೇ ಸಂದರ್ಭದಲ್ಲಿ ಜನಾಂಗದ ಸಾಧಕರಿಗೆ ವಿಶ್ವಮಾನ್ಯ ಕೆಂಪೇಗೌಡ ಪ್ರಶಸ್ತಿಯನ್ನು ನೀಡುವ ಮೂಲಕ ಸಾಧನೆಯನ್ನು ಗುರುತಿಸಲಾಗುವುದು. ಹೆಚ್ಚಿನ ಮಾಹಿತಿಗಾಗಿ ಸಂಪರ್ಕಿಸಿ: ವಿಶ್ವ ಒಕ್ಕಲಿಗರ ಮಹಾ ವೇದಿಕೆ ಕಚೇರಿ, ಬೆಂಗಳೂರು. ಮೊ: 6364409651, 6364466240 (556, 638, 692, 696)
metro-photo (32, 934, 238, 1034)
